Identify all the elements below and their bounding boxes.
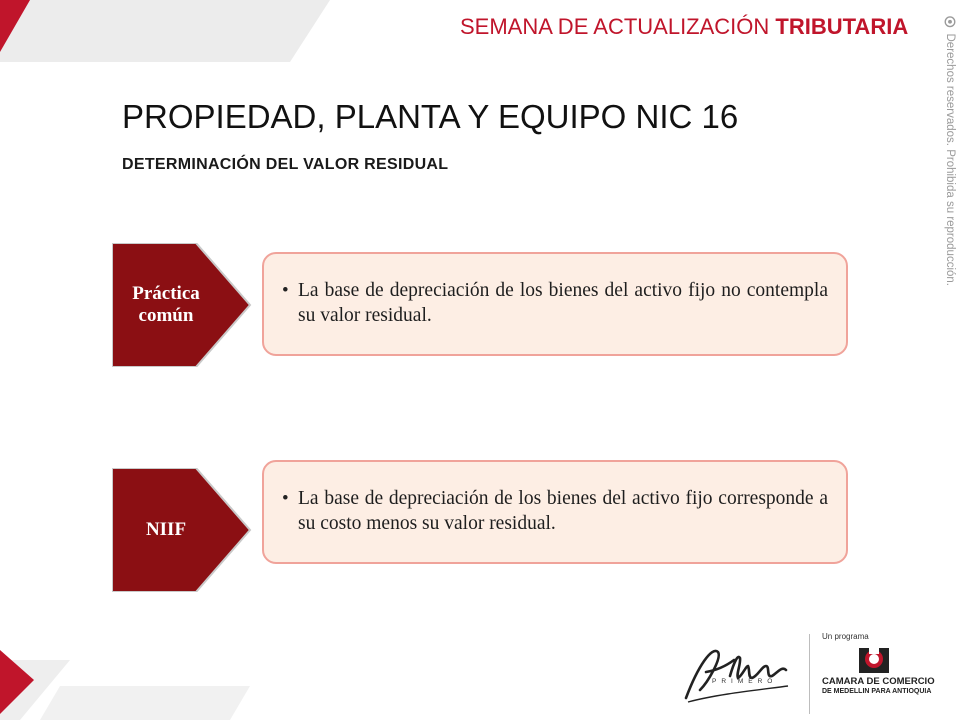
- label-line: NIIF: [145, 519, 187, 541]
- label-niif: [112, 468, 252, 592]
- event-title-bold: TRIBUTARIA: [775, 14, 909, 39]
- footer-divider: [809, 634, 810, 714]
- comparison-text: La base de depreciación de los bienes del activo fijo corresponde a su costo menos su valor residual.: [298, 488, 828, 535]
- copyright-icon: [944, 16, 956, 28]
- chamber-logo-icon: [857, 645, 891, 675]
- comparison-box-practica: [262, 252, 848, 356]
- page-title: PROPIEDAD, PLANTA Y EQUIPO NIC 16: [122, 98, 739, 135]
- chamber-name: CAMARA DE COMERCIO: [822, 676, 935, 687]
- bullet: •: [282, 280, 289, 301]
- footer-decoration: [0, 640, 250, 725]
- event-title-regular: SEMANA DE ACTUALIZACIÓN: [460, 14, 776, 39]
- rights-notice: [930, 16, 960, 286]
- label-practica-comun: [112, 243, 252, 367]
- header-decoration: [0, 0, 330, 62]
- bullet: •: [282, 488, 289, 509]
- chamber-subname: DE MEDELLIN PARA ANTIOQUIA: [822, 688, 932, 695]
- comparison-text: La base de depreciación de los bienes del activo fijo no contempla su valor residual.: [298, 280, 828, 327]
- event-title: [460, 14, 909, 44]
- rights-notice-text: Derechos reservados. Prohibida su reproducción.: [944, 33, 956, 286]
- label-line: común: [138, 305, 194, 326]
- afiliado-sub-label: PRIMERO: [712, 678, 778, 685]
- label-line: Práctica: [132, 283, 200, 305]
- comparison-box-niif: [262, 460, 848, 564]
- program-label: Un programa: [822, 632, 869, 641]
- page-subtitle: DETERMINACIÓN DEL VALOR RESIDUAL: [122, 156, 449, 173]
- afiliado-logo: [678, 636, 798, 712]
